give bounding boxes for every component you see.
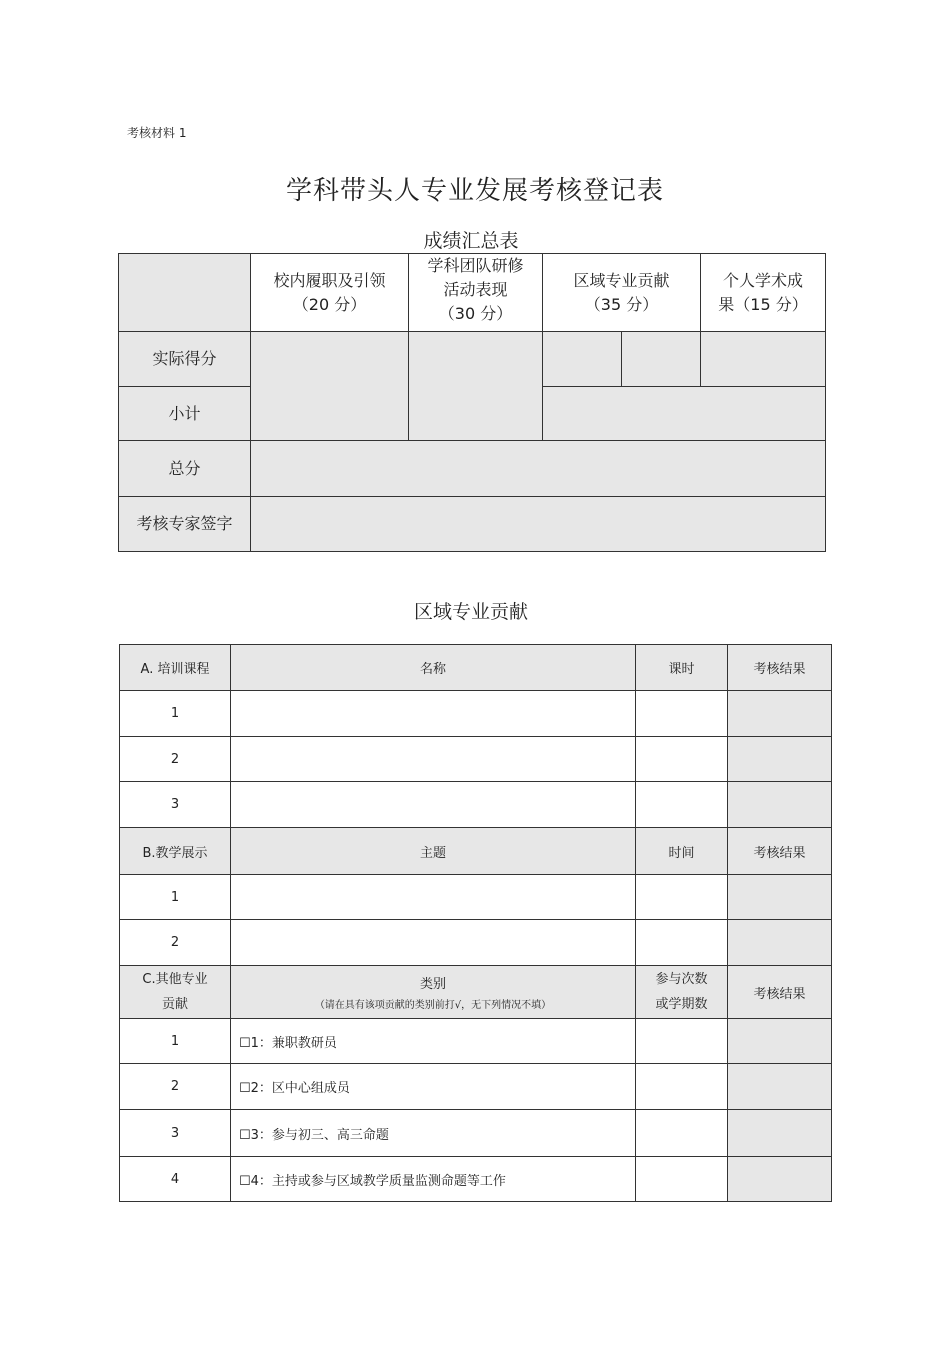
- participation-count-cell[interactable]: [636, 1110, 728, 1157]
- participation-count-cell[interactable]: [636, 1019, 728, 1064]
- section-a-name-header: 名称: [231, 645, 636, 691]
- participation-count-cell[interactable]: [636, 1064, 728, 1110]
- summary-table-title: 成绩汇总表: [423, 230, 519, 252]
- row-label-expert-signature: 考核专家签字: [119, 497, 251, 552]
- participation-count-cell[interactable]: [636, 1157, 728, 1202]
- course-result-cell[interactable]: [728, 737, 832, 782]
- score-cell-regional-a[interactable]: [543, 332, 622, 387]
- category-result-cell[interactable]: [728, 1157, 832, 1202]
- total-score-cell[interactable]: [251, 441, 826, 497]
- regional-contribution-table: [119, 644, 832, 1202]
- section-b-topic-header: 主题: [231, 828, 636, 875]
- course-name-cell[interactable]: [231, 691, 636, 737]
- category-result-cell[interactable]: [728, 1110, 832, 1157]
- summary-table: [118, 253, 826, 552]
- category-result-cell[interactable]: [728, 1019, 832, 1064]
- header-corner-cell: [119, 254, 251, 332]
- header-academic-achievement: 个人学术成 果（15 分）: [701, 254, 826, 332]
- section-c-category-header: 类别 （请在具有该项贡献的类别前打√，无下列情况不填）: [231, 966, 636, 1019]
- header-regional-contribution: 区域专业贡献 （35 分）: [543, 254, 701, 332]
- section-b-result-header: 考核结果: [728, 828, 832, 875]
- header-team-research: 学科团队研修 活动表现 （30 分）: [409, 254, 543, 332]
- course-hours-cell[interactable]: [636, 737, 728, 782]
- category-checkbox-item[interactable]: ☐1：兼职教研员: [231, 1019, 636, 1064]
- category-checkbox-item[interactable]: ☐2：区中心组成员: [231, 1064, 636, 1110]
- header-school-duty: 校内履职及引领 （20 分）: [251, 254, 409, 332]
- course-name-cell[interactable]: [231, 782, 636, 828]
- section-c-label: C.其他专业 贡献: [120, 966, 231, 1019]
- row-label-actual-score: 实际得分: [119, 332, 251, 387]
- section-b-time-header: 时间: [636, 828, 728, 875]
- teaching-time-cell[interactable]: [636, 920, 728, 966]
- teaching-time-cell[interactable]: [636, 875, 728, 920]
- score-cell-academic[interactable]: [701, 332, 826, 387]
- section-c-row-number: 2: [120, 1064, 231, 1110]
- section-a-label: A. 培训课程: [120, 645, 231, 691]
- score-cell-team-research[interactable]: [409, 332, 543, 441]
- section-c-result-header: 考核结果: [728, 966, 832, 1019]
- category-checkbox-item[interactable]: ☐3：参与初三、高三命题: [231, 1110, 636, 1157]
- section-c-instruction-note: （请在具有该项贡献的类别前打√，无下列情况不填）: [314, 1000, 552, 1011]
- score-cell-regional-b[interactable]: [622, 332, 701, 387]
- section-c-count-header: 参与次数 或学期数: [636, 966, 728, 1019]
- category-checkbox-item[interactable]: ☐4：主持或参与区域教学质量监测命题等工作: [231, 1157, 636, 1202]
- score-cell-school-duty[interactable]: [251, 332, 409, 441]
- teaching-topic-cell[interactable]: [231, 875, 636, 920]
- document-label: 考核材料 1: [127, 126, 187, 140]
- section-b-row-number: 2: [120, 920, 231, 966]
- section-c-row-number: 4: [120, 1157, 231, 1202]
- teaching-result-cell[interactable]: [728, 875, 832, 920]
- category-result-cell[interactable]: [728, 1064, 832, 1110]
- section-c-row-number: 1: [120, 1019, 231, 1064]
- row-label-subtotal: 小计: [119, 387, 251, 441]
- course-result-cell[interactable]: [728, 782, 832, 828]
- expert-signature-cell[interactable]: [251, 497, 826, 552]
- section-a-row-number: 2: [120, 737, 231, 782]
- region-section-title: 区域专业贡献: [413, 601, 528, 623]
- course-hours-cell[interactable]: [636, 782, 728, 828]
- section-a-hours-header: 课时: [636, 645, 728, 691]
- teaching-topic-cell[interactable]: [231, 920, 636, 966]
- course-result-cell[interactable]: [728, 691, 832, 737]
- section-b-row-number: 1: [120, 875, 231, 920]
- teaching-result-cell[interactable]: [728, 920, 832, 966]
- section-a-row-number: 3: [120, 782, 231, 828]
- course-name-cell[interactable]: [231, 737, 636, 782]
- row-label-total: 总分: [119, 441, 251, 497]
- course-hours-cell[interactable]: [636, 691, 728, 737]
- section-c-row-number: 3: [120, 1110, 231, 1157]
- subtotal-cell[interactable]: [543, 387, 826, 441]
- section-a-result-header: 考核结果: [728, 645, 832, 691]
- section-a-row-number: 1: [120, 691, 231, 737]
- section-b-label: B.教学展示: [120, 828, 231, 875]
- document-title: 学科带头人专业发展考核登记表: [285, 176, 664, 206]
